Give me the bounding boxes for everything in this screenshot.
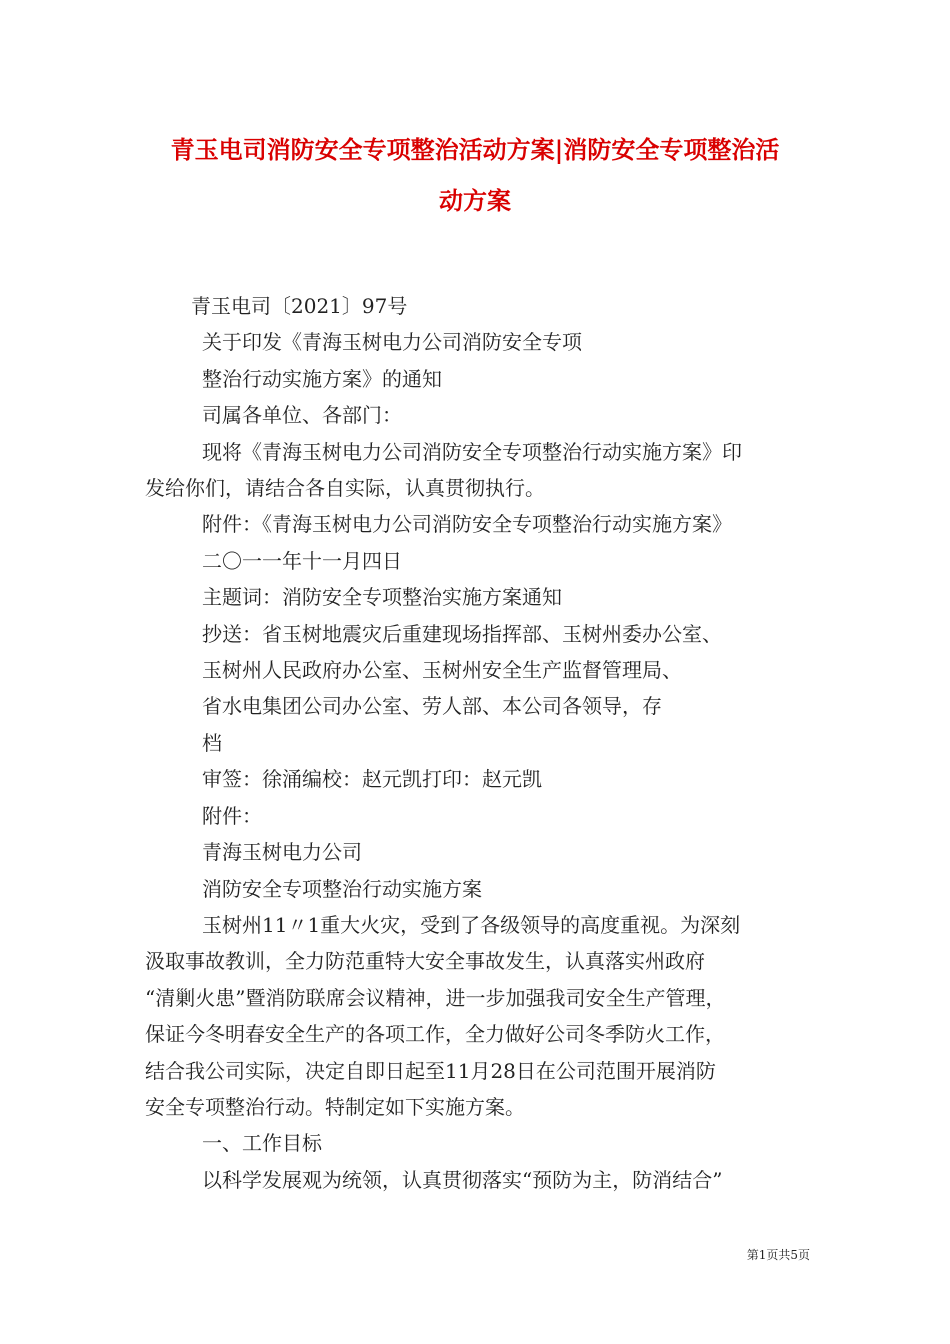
company-name: 青海玉树电力公司 bbox=[202, 840, 362, 865]
attachment-reference: 附件：《青海玉树电力公司消防安全专项整治行动实施方案》 bbox=[202, 512, 732, 537]
section-1-heading: 一、工作目标 bbox=[202, 1131, 322, 1156]
section-1-line-1: 以科学发展观为统领，认真贯彻落实“预防为主，防消结合” bbox=[202, 1167, 723, 1192]
intro-line-5: 结合我公司实际，决定自即日起至11月28日在公司范围开展消防 bbox=[145, 1058, 716, 1083]
notice-line-1: 现将《青海玉树电力公司消防安全专项整治行动实施方案》印 bbox=[202, 439, 742, 464]
document-body bbox=[145, 288, 813, 1198]
keywords: 主题词：消防安全专项整治实施方案通知 bbox=[202, 585, 562, 610]
subject-line-2: 整治行动实施方案》的通知 bbox=[202, 366, 442, 391]
attachment-label: 附件： bbox=[202, 803, 262, 828]
salutation: 司属各单位、各部门： bbox=[202, 403, 402, 428]
document-title-line-1: 青玉电司消防安全专项整治活动方案|消防安全专项整治活 bbox=[170, 135, 780, 164]
intro-line-1: 玉树州11〃1重大火灾，受到了各级领导的高度重视。为深刻 bbox=[202, 912, 741, 937]
page-indicator: 第1页共5页 bbox=[746, 1248, 810, 1262]
cc-line-4: 档 bbox=[202, 730, 222, 755]
notice-line-2: 发给你们，请结合各自实际，认真贯彻执行。 bbox=[145, 476, 545, 501]
intro-line-3: “清剿火患”暨消防联席会议精神，进一步加强我司安全生产管理， bbox=[145, 985, 726, 1010]
doc-number: 青玉电司〔2021〕97号 bbox=[191, 294, 408, 318]
signoff: 审签：徐涌编校：赵元凯打印：赵元凯 bbox=[202, 767, 542, 792]
plan-title: 消防安全专项整治行动实施方案 bbox=[202, 876, 482, 901]
intro-line-2: 汲取事故教训，全力防范重特大安全事故发生，认真落实州政府 bbox=[145, 949, 705, 974]
intro-line-4: 保证今冬明春安全生产的各项工作，全力做好公司冬季防火工作， bbox=[145, 1022, 725, 1047]
cc-line-3: 省水电集团公司办公室、劳人部、本公司各领导，存 bbox=[202, 694, 662, 719]
intro-line-6: 安全专项整治行动。特制定如下实施方案。 bbox=[145, 1094, 525, 1119]
cc-line-2: 玉树州人民政府办公室、玉树州安全生产监督管理局、 bbox=[202, 658, 682, 683]
issue-date: 二〇一一年十一月四日 bbox=[202, 548, 402, 573]
subject-line-1: 关于印发《青海玉树电力公司消防安全专项 bbox=[202, 330, 582, 355]
document-title-line-2: 动方案 bbox=[439, 186, 511, 215]
cc-line-1: 抄送：省玉树地震灾后重建现场指挥部、玉树州委办公室、 bbox=[202, 621, 722, 646]
